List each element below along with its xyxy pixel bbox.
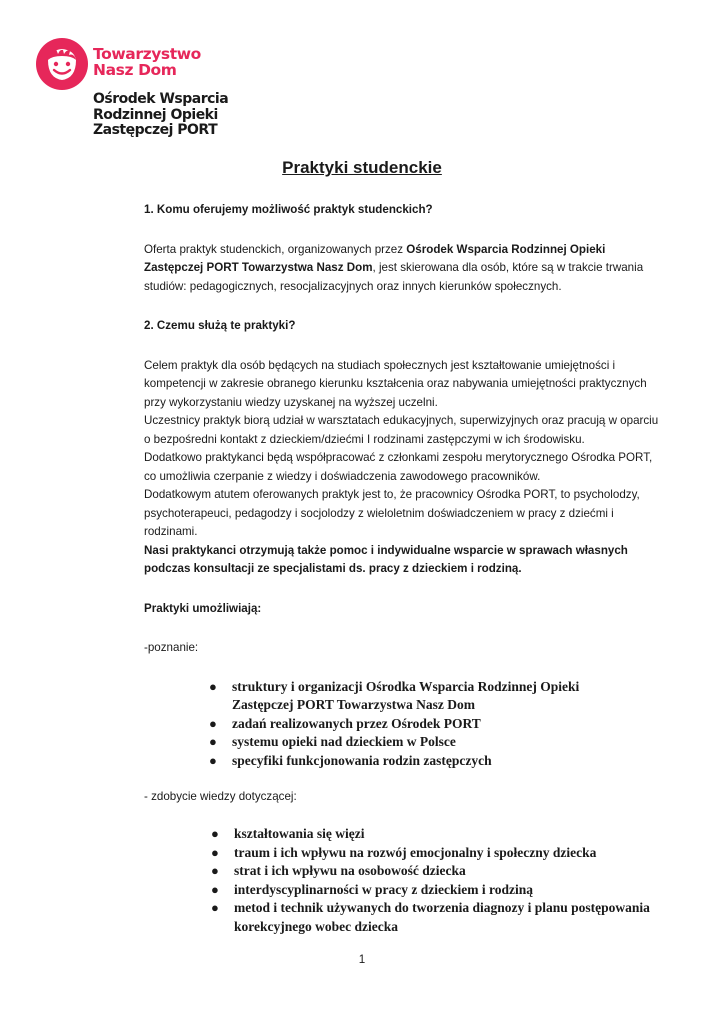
organization-name [93, 46, 201, 78]
bullet-icon: ● [209, 752, 217, 768]
list-item-text: metod i technik używanych do tworzenia diagnozy i planu postępowania korekcyjnego wobec dziecka [234, 900, 650, 934]
paragraph: Celem praktyk dla osób będących na studiach społecznych jest kształtowanie umiejętności i kompetencji w zakresie obranego kierunku kształcenia oraz nabywania umiejętności praktycznych przy wykorzystaniu wiedzy uzyskanej na wyższej uczelni. [144, 358, 647, 409]
center-name [93, 92, 228, 139]
bold-paragraph: Nasi praktykanci otrzymują także pomoc i indywidualne wsparcie w sprawach własnych podczas konsultacji ze specjalistami ds. pracy z dzieckiem i rodziną. [144, 543, 628, 575]
list-item-text: strat i ich wpływu na osobowość dziecka [234, 863, 466, 879]
paragraph: Dodatkowo praktykanci będą współpracować z członkami zespołu merytorycznego Ośrodka PORT, co umożliwia czerpanie z wiedzy i doświadczenia zawodowego pracowników. [144, 451, 653, 483]
section-heading: Praktyki umożliwiają: [144, 601, 262, 615]
organization-logo [36, 38, 229, 138]
list-item [211, 825, 654, 844]
list-label: -poznanie: [144, 641, 199, 654]
center-name-line: Ośrodek Wsparcia [93, 91, 229, 107]
text-run: Oferta praktyk studenckich, organizowanych przez [144, 242, 407, 256]
bold-text-run: Ośrodek Wsparcia Rodzinnej Opieki Zastępczej PORT Towarzystwa Nasz Dom [144, 242, 606, 274]
document-body [144, 201, 664, 937]
list-item [211, 881, 654, 900]
bullet-icon: ● [211, 900, 219, 916]
bullet-icon: ● [211, 844, 219, 860]
paragraph: Uczestnicy praktyk biorą udział w warsztatach edukacyjnych, superwizyjnych oraz pracują w oparciu o bezpośredni kontakt z dzieckiem/dziećmi I rodzinami zastępczymi w ich środowisku. [144, 414, 659, 446]
list-item-text: zadań realizowanych przez Ośrodek PORT [232, 715, 481, 731]
smiling-child-face-logo-icon [36, 38, 88, 90]
org-name-line: Nasz Dom [93, 61, 177, 79]
list-item [209, 733, 632, 752]
list-item-text: traum i ich wpływu na rozwój emocjonalny i społeczny dziecka [234, 844, 597, 860]
page-number: 1 [358, 953, 366, 966]
list-label: - zdobycie wiedzy dotyczącej: [144, 790, 297, 804]
org-name-line: Towarzystwo [93, 45, 201, 63]
bullet-list-wiedza [211, 825, 654, 937]
bullet-icon: ● [211, 863, 219, 879]
bullet-icon: ● [211, 825, 219, 841]
list-item-text: systemu opieki nad dzieckiem w Polsce [232, 734, 456, 750]
text-run: , jest skierowana dla osób, które są w trakcie trwania studiów: pedagogicznych, resocjalizacyjnych oraz innych kierunków społecznych. [144, 261, 644, 293]
section-heading: 1. Komu oferujemy możliwość praktyk studenckich? [144, 203, 433, 216]
page-title: Praktyki studenckie [282, 158, 442, 177]
bullet-icon: ● [209, 715, 217, 731]
section-heading: 2. Czemu służą te praktyki? [144, 319, 296, 332]
list-item [211, 844, 654, 863]
list-item [211, 899, 654, 936]
list-item [211, 862, 654, 881]
bullet-icon: ● [209, 678, 217, 694]
center-name-line: Zastępczej PORT [93, 122, 218, 138]
paragraph [144, 241, 664, 297]
list-item-text: kształtowania się więzi [234, 825, 365, 841]
bullet-icon: ● [209, 734, 217, 750]
bullet-icon: ● [211, 881, 219, 897]
bullet-list-poznanie [209, 678, 632, 771]
list-item [209, 678, 632, 715]
list-item [209, 715, 632, 734]
list-item [209, 752, 632, 771]
center-name-line: Rodzinnej Opieki [93, 106, 218, 123]
list-item-text: struktury i organizacji Ośrodka Wsparcia Rodzinnej Opieki Zastępczej PORT Towarzystwa Nasz Dom [232, 678, 580, 713]
paragraph: Dodatkowym atutem oferowanych praktyk jest to, że pracownicy Ośrodka PORT, to psycholodzy, psychoterapeuci, pedagodzy i socjolodzy z wieloletnim doświadczeniem w pracy z dziećmi i rodzinami. [144, 488, 640, 538]
list-item-text: specyfiki funkcjonowania rodzin zastępczych [232, 752, 492, 768]
list-item-text: interdyscyplinarności w pracy z dzieckiem i rodziną [234, 881, 533, 897]
